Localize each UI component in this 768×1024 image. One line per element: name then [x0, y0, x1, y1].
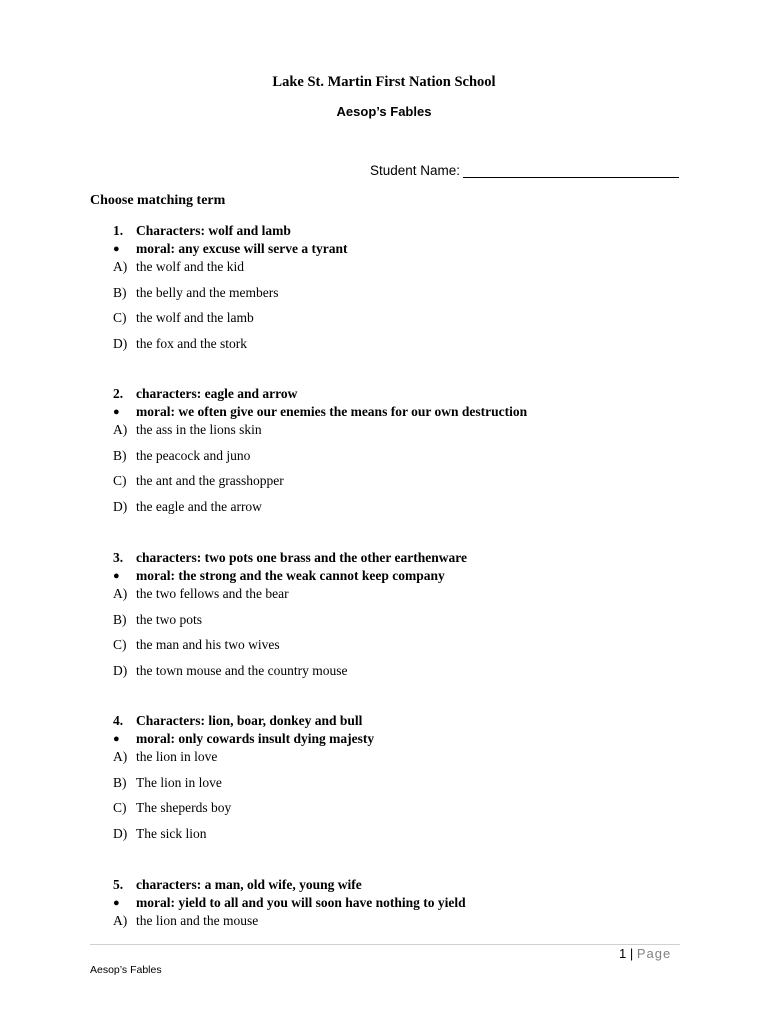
- option-letter: A): [113, 259, 128, 274]
- answer-option: [113, 585, 673, 603]
- answer-option: [113, 472, 673, 490]
- student-name-blank: [463, 163, 679, 178]
- question-number: 5.: [113, 877, 124, 892]
- bullet-icon: ●: [113, 570, 120, 582]
- question-characters-text: characters: a man, old wife, young wife: [136, 877, 362, 892]
- question-characters-text: Characters: lion, boar, donkey and bull: [136, 713, 363, 728]
- option-text: The lion in love: [136, 774, 222, 790]
- question-2: [113, 385, 673, 524]
- option-text: the lion and the mouse: [136, 913, 259, 928]
- question-number: 1.: [113, 223, 124, 238]
- option-text: the fox and the stork: [136, 336, 247, 352]
- question-moral-text: moral: only cowards insult dying majesty: [136, 731, 375, 746]
- question-moral-text: moral: yield to all and you will soon have nothing to yield: [136, 895, 466, 910]
- answer-option: [113, 498, 673, 516]
- option-text: the eagle and the arrow: [136, 499, 262, 515]
- option-letter: A): [113, 749, 128, 764]
- answer-option: [113, 309, 673, 327]
- question-moral-text: moral: any excuse will serve a tyrant: [136, 241, 348, 256]
- option-text: the lion in love: [136, 749, 218, 764]
- option-letter: D): [113, 663, 128, 679]
- question-moral-text: moral: the strong and the weak cannot keep company: [136, 568, 445, 583]
- option-letter: C): [113, 637, 127, 653]
- answer-option: [113, 284, 673, 302]
- question-characters: [113, 712, 673, 730]
- bullet-icon: ●: [113, 243, 120, 255]
- answer-option: [113, 636, 673, 654]
- option-text: the two pots: [136, 611, 202, 627]
- question-characters-text: characters: two pots one brass and the other earthenware: [136, 550, 467, 565]
- answer-option: [113, 662, 673, 680]
- page-number: [619, 946, 671, 961]
- option-text: The sheperds boy: [136, 800, 232, 816]
- option-letter: D): [113, 336, 128, 352]
- question-4: [113, 712, 673, 851]
- option-text: the belly and the members: [136, 284, 279, 300]
- answer-option: [113, 335, 673, 353]
- answer-option: [113, 799, 673, 817]
- student-name-label: Student Name:: [370, 163, 461, 178]
- instruction-text: Choose matching term: [90, 193, 226, 208]
- question-moral: [113, 894, 673, 912]
- option-letter: C): [113, 310, 127, 326]
- option-letter: C): [113, 800, 127, 816]
- answer-option: [113, 421, 673, 439]
- option-letter: A): [113, 586, 128, 601]
- page-number-value: 1: [619, 946, 627, 961]
- option-text: The sick lion: [136, 826, 207, 842]
- document-subtitle: Aesop’s Fables: [336, 104, 432, 119]
- option-text: the peacock and juno: [136, 447, 251, 463]
- option-letter: B): [113, 284, 127, 300]
- question-moral-text: moral: we often give our enemies the means for our own destruction: [136, 404, 528, 419]
- option-letter: D): [113, 499, 128, 515]
- answer-option: [113, 748, 673, 766]
- question-characters-text: Characters: wolf and lamb: [136, 223, 291, 238]
- question-characters: [113, 876, 673, 894]
- question-1: [113, 222, 673, 361]
- option-text: the town mouse and the country mouse: [136, 663, 348, 679]
- option-letter: B): [113, 611, 127, 627]
- option-text: the wolf and the lamb: [136, 310, 254, 326]
- answer-option: [113, 912, 673, 930]
- bullet-icon: ●: [113, 733, 120, 745]
- option-letter: C): [113, 473, 127, 489]
- question-characters: [113, 385, 673, 403]
- option-text: the wolf and the kid: [136, 259, 244, 274]
- document-title: Lake St. Martin First Nation School: [272, 74, 496, 90]
- option-text: the two fellows and the bear: [136, 586, 289, 601]
- option-text: the man and his two wives: [136, 637, 280, 653]
- option-text: the ass in the lions skin: [136, 422, 262, 437]
- question-moral: [113, 730, 673, 748]
- footer-title: Aesop’s Fables: [90, 964, 162, 976]
- question-characters-text: characters: eagle and arrow: [136, 386, 298, 401]
- answer-option: [113, 611, 673, 629]
- student-name-field: [370, 163, 679, 178]
- question-characters: [113, 549, 673, 567]
- answer-option: [113, 447, 673, 465]
- question-characters: [113, 222, 673, 240]
- option-letter: A): [113, 913, 128, 928]
- question-moral: [113, 567, 673, 585]
- option-letter: B): [113, 447, 127, 463]
- question-moral: [113, 240, 673, 258]
- question-5: [113, 876, 673, 938]
- question-moral: [113, 403, 673, 421]
- footer-divider: [90, 944, 680, 945]
- answer-option: [113, 258, 673, 276]
- bullet-icon: ●: [113, 897, 120, 909]
- question-3: [113, 549, 673, 688]
- option-text: the ant and the grasshopper: [136, 473, 284, 489]
- answer-option: [113, 774, 673, 792]
- page-number-separator: |: [629, 946, 634, 961]
- question-number: 2.: [113, 386, 124, 401]
- question-number: 3.: [113, 550, 124, 565]
- page-label: Page: [636, 946, 672, 961]
- option-letter: D): [113, 826, 128, 842]
- option-letter: B): [113, 774, 127, 790]
- answer-option: [113, 825, 673, 843]
- question-number: 4.: [113, 713, 124, 728]
- option-letter: A): [113, 422, 128, 437]
- bullet-icon: ●: [113, 406, 120, 418]
